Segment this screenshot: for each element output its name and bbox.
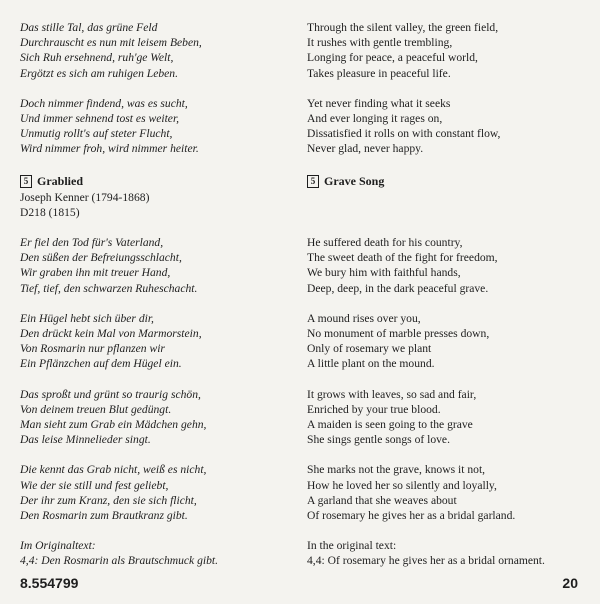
verse-line: A maiden is seen going to the grave [307, 418, 473, 432]
verse-line: Der ihr zum Kranz, den sie sich flicht, [20, 493, 197, 507]
verse-line: Wir graben ihn mit treuer Hand, [20, 266, 171, 280]
verse-line: Ergötzt es sich am ruhigen Leben. [20, 66, 179, 80]
stanza [20, 20, 290, 81]
stanza [307, 20, 577, 81]
stanza [20, 462, 290, 523]
verse-line: We bury him with faithful hands, [307, 266, 461, 280]
english-song-title: Grave Song [324, 173, 385, 188]
verse-line: Durchrauscht es nun mit leisem Beben, [20, 36, 202, 50]
verse-line: Ein Pflänzchen auf dem Hügel ein. [20, 357, 182, 371]
verse-line: Unmutig rollt's auf steter Flucht, [20, 127, 173, 141]
verse-line: She sings gentle songs of love. [307, 433, 450, 447]
stanza [20, 235, 290, 296]
verse-line: How he loved her so silently and loyally, [307, 478, 497, 492]
verse-line: Takes pleasure in peaceful life. [307, 66, 451, 80]
track-number-badge: 5 [20, 175, 32, 188]
stanza [307, 462, 577, 523]
german-note-heading: Im Originaltext: [20, 539, 96, 553]
german-song-title: Grablied [37, 173, 84, 188]
stanza [307, 311, 577, 372]
verse-line: Sich Ruh ersehnend, ruh'ge Welt, [20, 51, 174, 65]
stanza [20, 311, 290, 372]
verse-line: Tief, tief, den schwarzen Ruheschacht. [20, 281, 198, 295]
german-column [20, 20, 290, 569]
stanza [20, 387, 290, 448]
verse-line: A garland that she weaves about [307, 493, 457, 507]
verse-line: Enriched by your true blood. [307, 402, 441, 416]
verse-line: Through the silent valley, the green field, [307, 21, 499, 34]
verse-line: Das stille Tal, das grüne Feld [20, 21, 158, 34]
verse-line: Er fiel den Tod für's Vaterland, [20, 236, 164, 250]
verse-line: Doch nimmer findend, was es sucht, [20, 96, 188, 110]
verse-line: Und immer sehnend tost es weiter, [20, 112, 180, 126]
english-song-text [307, 235, 577, 523]
english-intro [307, 20, 577, 157]
verse-line: Deep, deep, in the dark peaceful grave. [307, 281, 489, 295]
track-number-badge: 5 [307, 175, 319, 188]
verse-line: Wird nimmer froh, wird nimmer heiter. [20, 142, 199, 156]
english-note-text: 4,4: Of rosemary he gives her as a bridal ornament. [307, 554, 545, 568]
verse-line: Longing for peace, a peaceful world, [307, 51, 478, 65]
stanza [307, 235, 577, 296]
german-song-text [20, 235, 290, 523]
verse-line: Dissatisfied it rolls on with constant flow, [307, 127, 501, 141]
verse-line: Den süßen der Befreiungsschlacht, [20, 251, 182, 265]
verse-line: Of rosemary he gives her as a bridal garland. [307, 509, 516, 523]
verse-line: Den Rosmarin zum Brautkranz gibt. [20, 509, 188, 523]
english-column [307, 20, 577, 569]
verse-line: She marks not the grave, knows it not, [307, 463, 486, 477]
verse-line: And ever longing it rages on, [307, 112, 443, 126]
song-author: Joseph Kenner (1794-1868) [20, 190, 150, 204]
verse-line: It grows with leaves, so sad and fair, [307, 387, 477, 401]
verse-line: Den drückt kein Mal von Marmorstein, [20, 327, 202, 341]
verse-line: Wie der sie still und fest geliebt, [20, 478, 169, 492]
song-catalog: D218 (1815) [20, 205, 80, 219]
verse-line: No monument of marble presses down, [307, 327, 490, 341]
verse-line: Only of rosemary we plant [307, 342, 432, 356]
stanza [307, 96, 577, 157]
german-intro [20, 20, 290, 157]
verse-line: Man sieht zum Grab ein Mädchen gehn, [20, 418, 207, 432]
english-song-heading [307, 173, 577, 190]
german-song-heading [20, 173, 290, 190]
verse-line: Never glad, never happy. [307, 142, 424, 156]
verse-line: Die kennt das Grab nicht, weiß es nicht, [20, 463, 207, 477]
catalog-number: 8.554799 [20, 575, 79, 591]
english-note-heading: In the original text: [307, 539, 397, 553]
verse-line: Von Rosmarin nur pflanzen wir [20, 342, 165, 356]
verse-line: A mound rises over you, [307, 311, 421, 325]
verse-line: A little plant on the mound. [307, 357, 435, 371]
verse-line: Das leise Minnelieder singt. [20, 433, 151, 447]
stanza [307, 387, 577, 448]
verse-line: The sweet death of the fight for freedom, [307, 251, 498, 265]
verse-line: He suffered death for his country, [307, 236, 463, 250]
verse-line: Ein Hügel hebt sich über dir, [20, 311, 154, 325]
german-note-text: 4,4: Den Rosmarin als Brautschmuck gibt. [20, 554, 219, 568]
verse-line: Yet never finding what it seeks [307, 96, 451, 110]
stanza [20, 96, 290, 157]
page-number: 20 [562, 575, 578, 591]
verse-line: It rushes with gentle trembling, [307, 36, 453, 50]
verse-line: Von deinem treuen Blut gedüngt. [20, 402, 172, 416]
verse-line: Das sproßt und grünt so traurig schön, [20, 387, 201, 401]
